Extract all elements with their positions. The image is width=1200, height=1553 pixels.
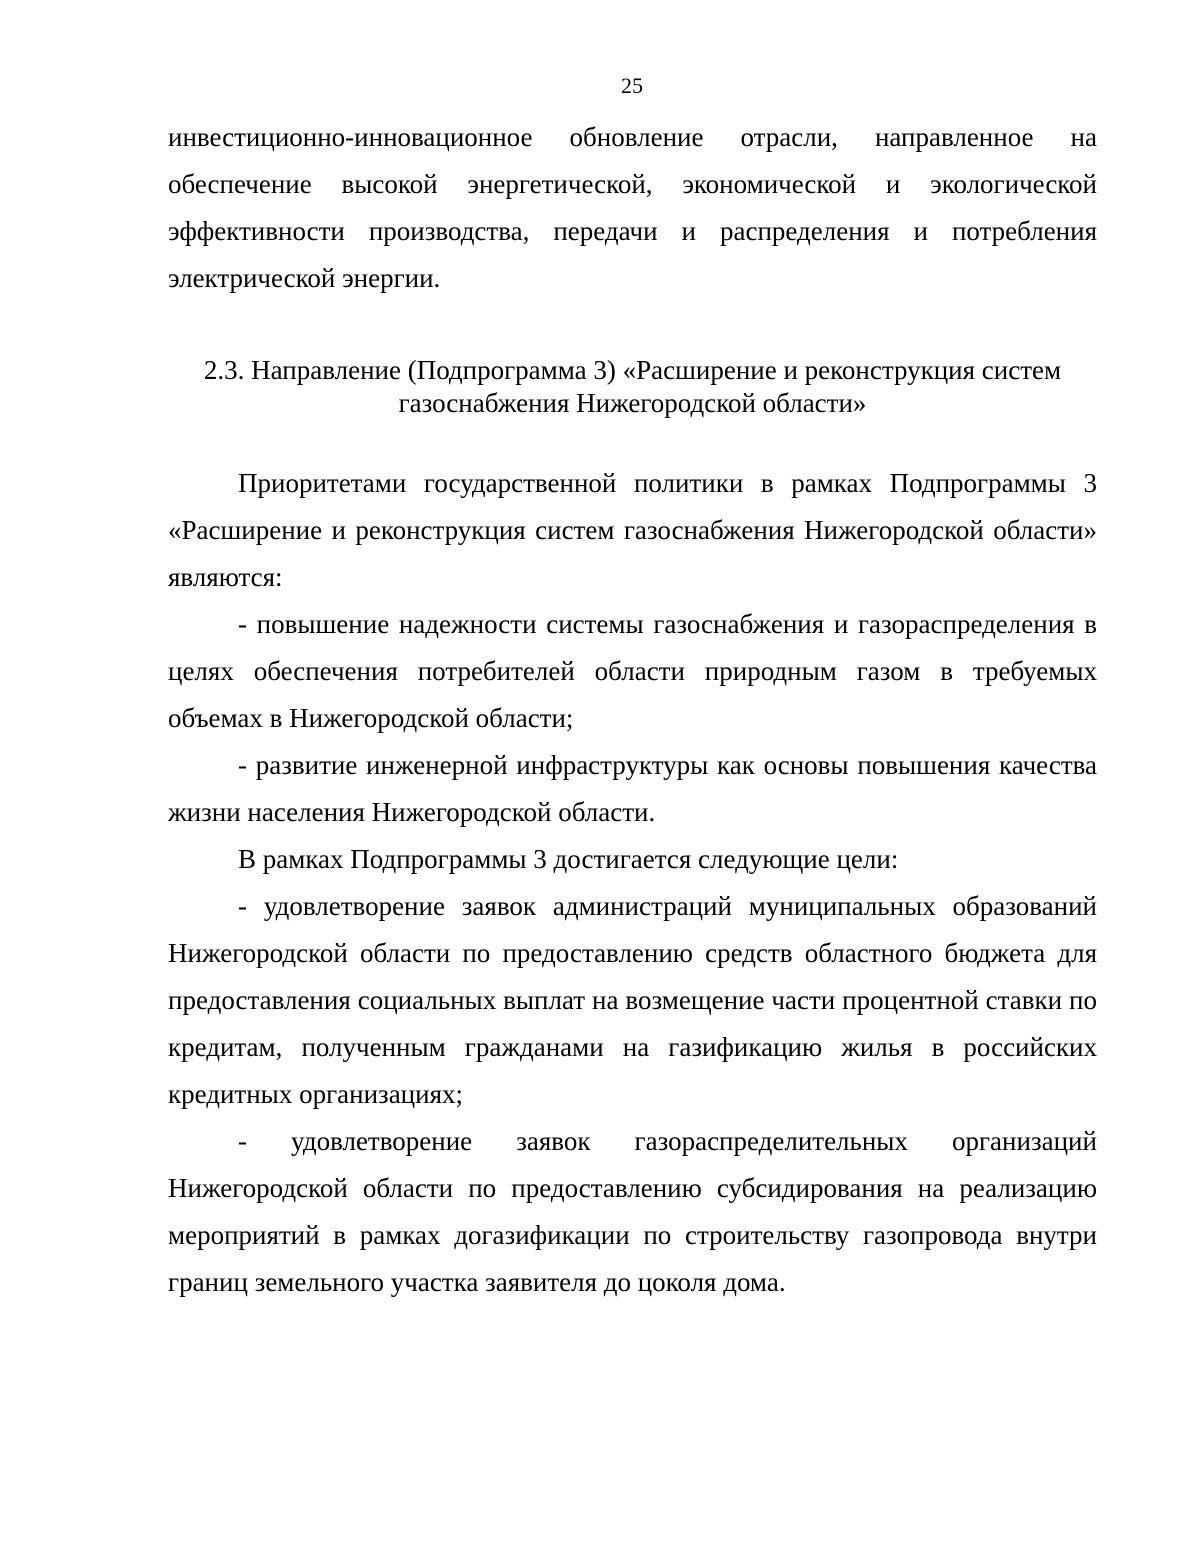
list-item-gas-distribution-continuation: Нижегородской области по предоставлению субсидирования на реализацию мероприятий в рамках догазификации по строительству газопровода внутри границ земельного участка заявителя до цоколя дома.: [168, 1173, 1097, 1297]
main-text-block: [168, 460, 1097, 1306]
paragraph-priorities: Приоритетами государственной политики в рамках Подпрограммы 3 «Расширение и реконструкция систем газоснабжения Нижегородской области» являются:: [168, 468, 1097, 592]
list-item-gas-distribution-first-line: [168, 1118, 1097, 1165]
intro-paragraph: инвестиционно-инновационное обновление отрасли, направленное на обеспечение высокой энергетической, экономической и экологической эффективности производства, передачи и распределения и потребления электрической энергии.: [168, 122, 1097, 293]
list-item-gas-distribution: [168, 1118, 1097, 1306]
page-number: 25: [621, 73, 643, 98]
list-item-infrastructure: - развитие инженерной инфраструктуры как основы повышения качества жизни населения Нижегородской области.: [168, 750, 1097, 827]
list-item-reliability: - повышение надежности системы газоснабжения и газораспределения в целях обеспечения потребителей области природным газом в требуемых объемах в Нижегородской области;: [168, 609, 1097, 733]
word: заявок: [516, 1126, 591, 1156]
section-heading: [168, 354, 1097, 420]
list-item-social-payments: - удовлетворение заявок администраций муниципальных образований Нижегородской области по предоставлению средств областного бюджета для предоставления социальных выплат на возмещение части процентной ставки по кредитам, полученным гражданами на газификацию жилья в российских кредитных организациях;: [168, 891, 1097, 1109]
paragraph-goals-intro: В рамках Подпрограммы 3 достигается следующие цели:: [238, 844, 899, 874]
word: газораспределительных: [634, 1126, 908, 1156]
list-dash: -: [238, 1126, 247, 1156]
word: удовлетворение: [291, 1126, 473, 1156]
section-heading-line-2: газоснабжения Нижегородской области»: [398, 388, 867, 418]
word: организаций: [951, 1126, 1097, 1156]
section-heading-line-1: 2.3. Направление (Подпрограмма 3) «Расширение и реконструкция систем: [203, 355, 1062, 385]
intro-text-block: [168, 114, 1097, 302]
